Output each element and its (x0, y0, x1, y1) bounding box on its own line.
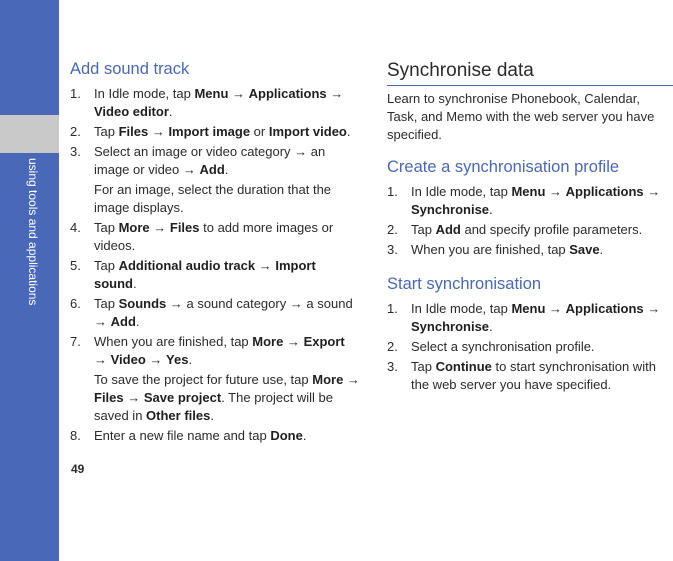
step-body (94, 144, 325, 177)
step-text: . (489, 202, 493, 217)
step-text: To save the project for future use, tap (94, 372, 313, 387)
step-text: In Idle mode, tap (411, 184, 512, 199)
step-text: → (643, 301, 661, 316)
step-number: 1. (387, 184, 398, 199)
ui-term: Files (118, 124, 149, 139)
step-text: → (326, 86, 344, 101)
step-text: → (545, 301, 566, 316)
ui-term: More (252, 334, 284, 349)
step-text: or (250, 124, 269, 139)
ui-term: Yes (166, 352, 189, 367)
ui-term: Export (303, 334, 345, 349)
ui-term: Menu (511, 184, 546, 199)
intro-paragraph: Learn to synchronise Phonebook, Calendar, Task, and Memo with the web server you have specified. (387, 91, 655, 142)
section-title-add-sound-track: Add sound track (70, 60, 190, 78)
step-body (411, 301, 660, 334)
step-text: Tap (94, 296, 119, 311)
step-body (411, 359, 656, 392)
right-column (387, 60, 673, 396)
step-text: and specify profile parameters. (460, 222, 643, 237)
sidebar-tab (0, 115, 59, 153)
step-text: Tap (94, 124, 119, 139)
page-number: 49 (71, 462, 85, 476)
step-number: 2. (70, 124, 81, 139)
step-text: to add more images or videos. (94, 220, 334, 253)
ui-term: Menu (194, 86, 229, 101)
step-text: Select a synchronisation profile. (411, 339, 595, 354)
step-text: → (145, 352, 167, 367)
steps-start-sync (387, 300, 673, 394)
ui-term: Save (569, 242, 600, 257)
ui-term: Save project (143, 390, 222, 405)
step-number: 6. (70, 296, 81, 311)
ui-term: Done (270, 428, 303, 443)
step-text: . (133, 276, 137, 291)
step-item (387, 221, 673, 239)
step-item (387, 358, 673, 394)
step-text: Tap (94, 258, 119, 273)
ui-term: Other files (146, 408, 211, 423)
step-body (411, 242, 603, 257)
ui-term: Add (199, 162, 225, 177)
ui-term: More (118, 220, 150, 235)
step-text: → a sound category → a sound → (94, 296, 353, 329)
step-number: 3. (70, 144, 81, 159)
step-text: Tap (411, 222, 436, 237)
ui-term: Menu (511, 301, 546, 316)
ui-term: Sounds (118, 296, 167, 311)
ui-term: Applications (248, 86, 327, 101)
sidebar (0, 0, 59, 561)
step-text: . (210, 408, 214, 423)
steps-create-profile (387, 183, 673, 259)
step-item (70, 333, 360, 425)
step-item (70, 123, 360, 141)
step-number: 4. (70, 220, 81, 235)
ui-term: Add (110, 314, 136, 329)
step-body (94, 296, 353, 329)
step-item (387, 300, 673, 336)
step-body (94, 334, 345, 367)
step-text: → (94, 352, 111, 367)
steps-add-sound-track (70, 85, 360, 445)
step-text: → (343, 372, 360, 387)
step-text: . The project will be saved in (94, 390, 333, 423)
ui-term: Continue (435, 359, 492, 374)
step-text: → (123, 390, 144, 405)
step-text: In Idle mode, tap (94, 86, 195, 101)
ui-term: Import sound (94, 258, 316, 291)
step-text: . (302, 428, 307, 443)
step-item (70, 427, 360, 445)
step-number: 2. (387, 222, 398, 237)
step-text: Tap (94, 220, 119, 235)
ui-term: More (312, 372, 344, 387)
step-text: . (599, 242, 604, 257)
section-title-start-sync: Start synchronisation (387, 275, 542, 293)
step-text: In Idle mode, tap (411, 301, 512, 316)
step-item (70, 257, 360, 293)
step-item (387, 338, 673, 356)
step-number: 7. (70, 334, 81, 349)
step-number: 3. (387, 242, 398, 257)
step-text: Tap (411, 359, 436, 374)
ui-term: Files (169, 220, 200, 235)
ui-term: Synchronise (411, 319, 490, 334)
step-body (411, 222, 642, 237)
step-number: 3. (387, 359, 398, 374)
sidebar-label: using tools and applications (26, 158, 40, 306)
step-number: 2. (387, 339, 398, 354)
step-text: → (283, 334, 304, 349)
step-text: → (149, 220, 170, 235)
step-item (70, 85, 360, 121)
ui-term: Add (435, 222, 461, 237)
step-body (94, 86, 343, 119)
step-body (94, 124, 351, 139)
step-text: . (224, 162, 229, 177)
step-number: 8. (70, 428, 81, 443)
step-number: 1. (387, 301, 398, 316)
step-number: 5. (70, 258, 81, 273)
step-item (70, 295, 360, 331)
step-text: . (346, 124, 351, 139)
step-body (411, 184, 660, 217)
step-note (94, 371, 360, 425)
step-item (70, 219, 360, 255)
step-body (94, 428, 306, 443)
step-text: → (255, 258, 276, 273)
step-text: → (545, 184, 566, 199)
step-text: Select an image or video category → an image or video → (94, 144, 326, 177)
step-text: . (135, 314, 140, 329)
step-number: 1. (70, 86, 81, 101)
step-text: When you are finished, tap (94, 334, 253, 349)
ui-term: Additional audio track (118, 258, 256, 273)
step-text: → (228, 86, 249, 101)
step-text: to start synchronisation with the web server you have specified. (411, 359, 656, 392)
ui-term: Import image (168, 124, 251, 139)
step-text: . (168, 104, 173, 119)
step-note: For an image, select the duration that the image displays. (94, 182, 332, 215)
step-body (94, 220, 333, 253)
section-title-create-profile: Create a synchronisation profile (387, 158, 620, 176)
step-text: → (643, 184, 661, 199)
ui-term: Synchronise (411, 202, 490, 217)
step-text: . (489, 319, 493, 334)
step-body (411, 339, 595, 354)
step-body (94, 258, 316, 291)
step-item (70, 143, 360, 217)
ui-term: Applications (565, 184, 644, 199)
ui-term: Files (94, 390, 124, 405)
step-item (387, 241, 673, 259)
step-text: → (148, 124, 169, 139)
step-text: When you are finished, tap (411, 242, 570, 257)
ui-term: Video editor (94, 104, 169, 119)
page-title: Synchronise data (387, 60, 673, 86)
step-text: . (188, 352, 193, 367)
ui-term: Video (110, 352, 146, 367)
ui-term: Import video (268, 124, 347, 139)
step-text: Enter a new file name and tap (94, 428, 271, 443)
ui-term: Applications (565, 301, 644, 316)
step-item (387, 183, 673, 219)
left-column (70, 60, 360, 447)
